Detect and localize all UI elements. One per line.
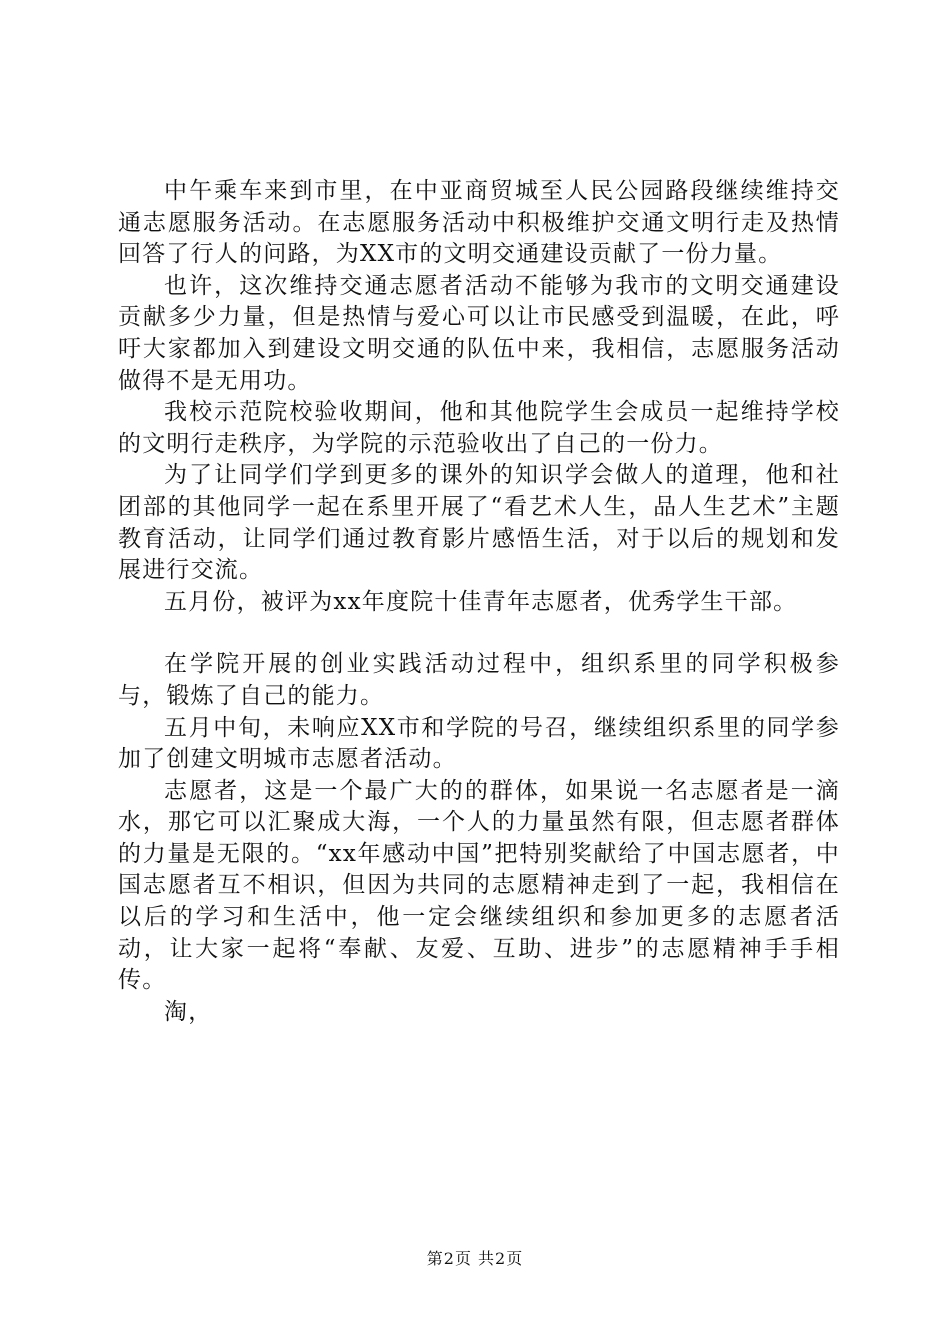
paragraph-volunteer-spirit: 志愿者，这是一个最广大的的群体，如果说一名志愿者是一滴水，那它可以汇聚成大海，一个人的力量虽然有限，但志愿者群体的力量是无限的。“xx年感动中国”把特别奖献给了中国志愿者，中国志愿者互不相识，但因为共同的志愿精神走到了一起，我相信在以后的学习和生活中，他一定会继续组织和参加更多的志愿者活动，让大家一起将“奉献、友爱、互助、进步”的志愿精神手手相传。 [118, 777, 840, 994]
paragraph-entrepreneurship: 在学院开展的创业实践活动过程中，组织系里的同学积极参与，锻炼了自己的能力。 [118, 651, 840, 709]
paragraph-school-inspection: 我校示范院校验收期间，他和其他院学生会成员一起维持学校的文明行走秩序，为学院的示范验收出了自己的一份力。 [118, 399, 840, 457]
paragraph-traffic-volunteer: 中午乘车来到市里，在中亚商贸城至人民公园路段继续维持交通志愿服务活动。在志愿服务活动中积极维护交通文明行走及热情回答了行人的问路，为XX市的文明交通建设贡献了一份力量。 [118, 178, 840, 268]
paragraph-art-education: 为了让同学们学到更多的课外的知识学会做人的道理，他和社团部的其他同学一起在系里开展了“看艺术人生，品人生艺术”主题教育活动，让同学们通过教育影片感悟生活，对于以后的规划和发展进行交流。 [118, 462, 840, 584]
paragraph-civic-appeal: 也许，这次维持交通志愿者活动不能够为我市的文明交通建设贡献多少力量，但是热情与爱心可以让市民感受到温暖，在此，呼吁大家都加入到建设文明交通的队伍中来，我相信，志愿服务活动做得不是无用功。 [118, 272, 840, 394]
paragraph-award: 五月份，被评为xx年度院十佳青年志愿者，优秀学生干部。 [164, 588, 798, 615]
paragraph-civilized-city: 五月中旬，未响应XX市和学院的号召，继续组织系里的同学参加了创建文明城市志愿者活动。 [118, 714, 840, 773]
document-body [118, 176, 840, 1028]
page-footer [0, 1246, 950, 1269]
page-number-indicator: 第2页 共2页 [426, 1249, 524, 1268]
paragraph-trailing: 淘， [164, 998, 213, 1025]
